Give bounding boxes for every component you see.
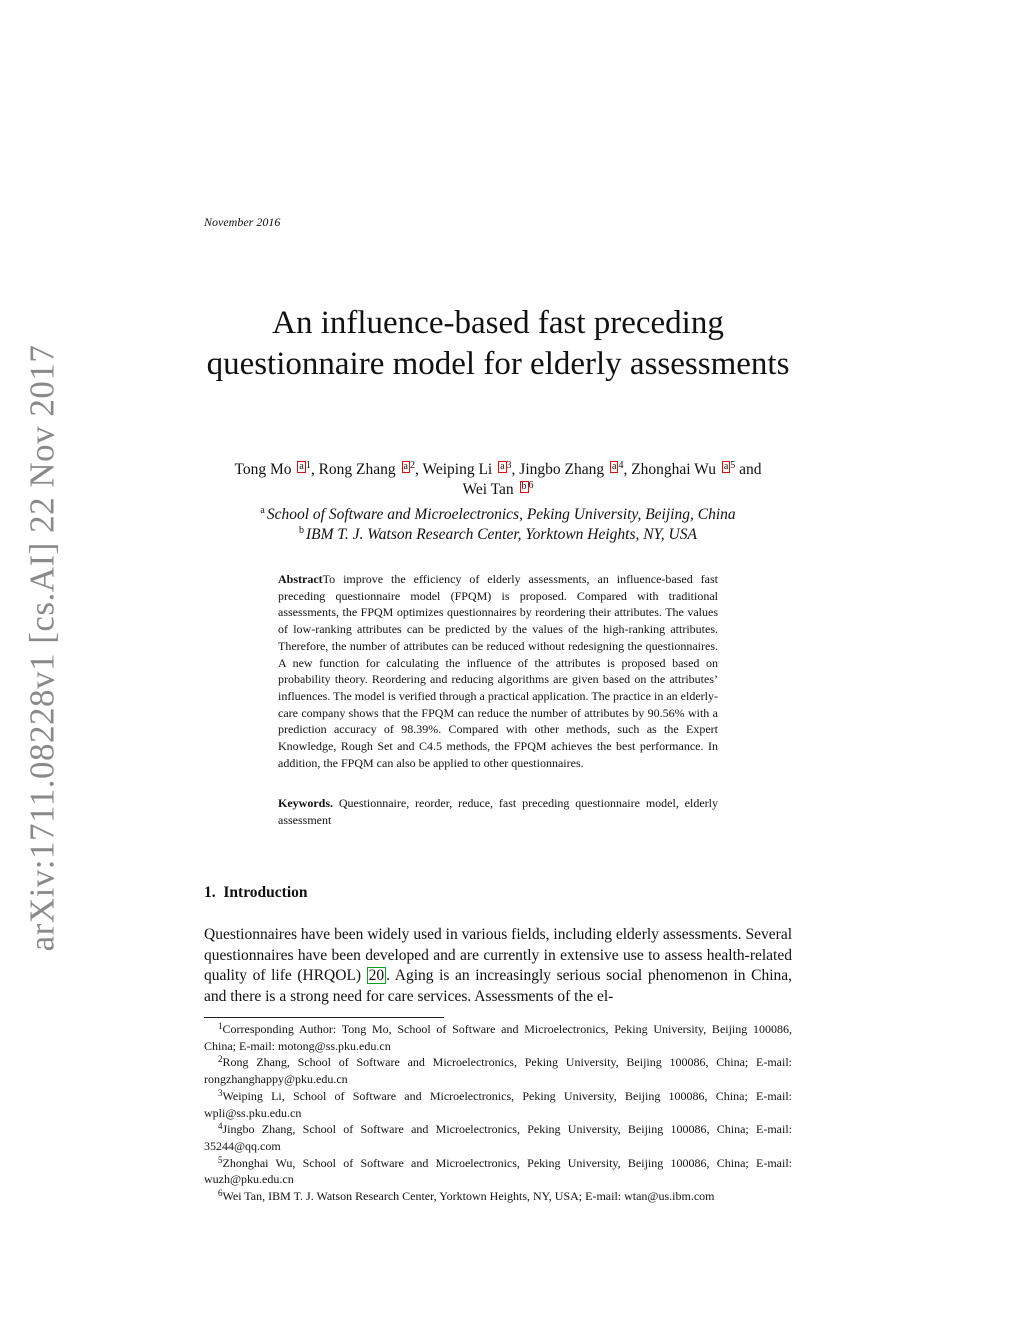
citation-link[interactable]: 20 <box>368 967 385 984</box>
footnotes <box>204 1021 792 1205</box>
footnote: $^3$Weiping Li, School of Software and Microelectronics, Peking University, Beijing 100086, China; E-mail: wpli@ss.pku.edu.cn <box>204 1087 792 1120</box>
arxiv-watermark <box>12 344 72 952</box>
footnote-mark: 5 <box>730 460 736 471</box>
affiliation-b: $^b$ IBM T. J. Watson Research Center, Yorktown Heights, NY, USA <box>299 525 697 543</box>
author: Weiping Li a $^3$ <box>422 460 512 478</box>
footnote-mark: 6 <box>528 480 534 491</box>
keywords-text: Questionnaire, reorder, reduce, fast preceding questionnaire model, elderly assessment <box>278 796 718 827</box>
arxiv-id: arXiv:1711.08228v1 [cs.AI] 22 Nov 2017 <box>22 344 62 952</box>
author: Tong Mo a $^1$ <box>234 460 311 478</box>
affiliation-link[interactable]: a <box>611 461 617 472</box>
abstract <box>278 571 718 771</box>
abstract-text: To improve the efficiency of elderly assessments, an influence-based fast preceding questionnaire model (FPQM) is proposed. Compared with traditional assessments, the FPQM optimizes questionnaires by reordering their attributes. The values of low-ranking attributes can be predicted by the values of the high-ranking attributes. Therefore, the number of attributes can be reduced without redesigning the questionnaires. A new function for calculating the influence of the attributes is proposed based on probability theory. Reordering and reducing algorithms are given based on the attributes’ influences. The model is verified through a practical application. The practice in an elderly-care company shows that the FPQM can reduce the number of attributes by 90.56% with a prediction accuracy of 98.39%. Compared with other methods, such as the Expert Knowledge, Rough Set and C4.5 methods, the FPQM achieves the best performance. In addition, the FPQM can also be applied to other questionnaires. <box>278 572 718 770</box>
author: Zhonghai Wu a $^5$ <box>631 460 736 478</box>
footnote-mark: 1 <box>305 460 311 471</box>
abstract-label: Abstract <box>278 572 323 586</box>
footnote-mark: 4 <box>618 460 624 471</box>
footnote: $^4$Jingbo Zhang, School of Software and Microelectronics, Peking University, Beijing 100086, China; E-mail: 35244@qq.com <box>204 1121 792 1153</box>
author: Rong Zhang a $^2$ <box>318 460 415 478</box>
affiliation-link[interactable]: a <box>403 461 408 472</box>
footnote-mark: 3 <box>506 460 512 471</box>
footnote-mark: 2 <box>409 460 415 471</box>
affiliation-link[interactable]: a <box>723 461 729 472</box>
footnote: $^6$Wei Tan, IBM T. J. Watson Research Center, Yorktown Heights, NY, USA; E-mail: wtan@us.ibm.com <box>218 1188 715 1204</box>
affiliation-link[interactable]: b <box>521 481 527 492</box>
keywords <box>278 795 718 828</box>
keywords-label: Keywords. <box>278 796 333 810</box>
intro-paragraph: Questionnaires have been widely used in various fields, including elderly assessments. Several questionnaires have been developed and are currently in extensive use to assess health-related quality of life (HRQOL) 20 . Aging is an increasingly serious social phenomenon in China, and there is a strong need for care services. Assessments of the el- <box>204 926 793 1005</box>
author: Jingbo Zhang a $^4$ <box>519 460 624 478</box>
footnote: $^1$Corresponding Author: Tong Mo, School of Software and Microelectronics, Peking University, Beijing 100086, China; E-mail: motong@ss.pku.edu.cn <box>204 1021 792 1053</box>
paper-title: An influence-based fast preceding questionnaire model for elderly assessments <box>206 305 790 382</box>
footnote-divider <box>204 1017 444 1018</box>
footnote: $^5$Zhonghai Wu, School of Software and Microelectronics, Peking University, Beijing 100086, China; E-mail: wuzh@pku.edu.cn <box>204 1154 792 1187</box>
paper-date: November 2016 <box>204 215 281 229</box>
footnote: $^2$Rong Zhang, School of Software and Microelectronics, Peking University, Beijing 100086, China; E-mail: rongzhanghappy@pku.edu.cn <box>204 1054 792 1087</box>
affiliations <box>204 505 792 545</box>
author-list: Tong Mo a $^1$, Rong Zhang a $^2$, Weiping Li a $^3$, Jingbo Zhang a $^4$, Zhonghai Wu a $^5$ and Wei Tan b $^6$ <box>234 460 762 498</box>
affiliation-link[interactable]: a <box>299 461 304 472</box>
section-heading: 1. Introduction <box>204 884 308 901</box>
affiliation-a: $^a$ School of Software and Microelectronics, Peking University, Beijing, China <box>260 505 736 523</box>
affiliation-link[interactable]: a <box>500 461 505 472</box>
author: Wei Tan b $^6$ <box>462 480 534 498</box>
